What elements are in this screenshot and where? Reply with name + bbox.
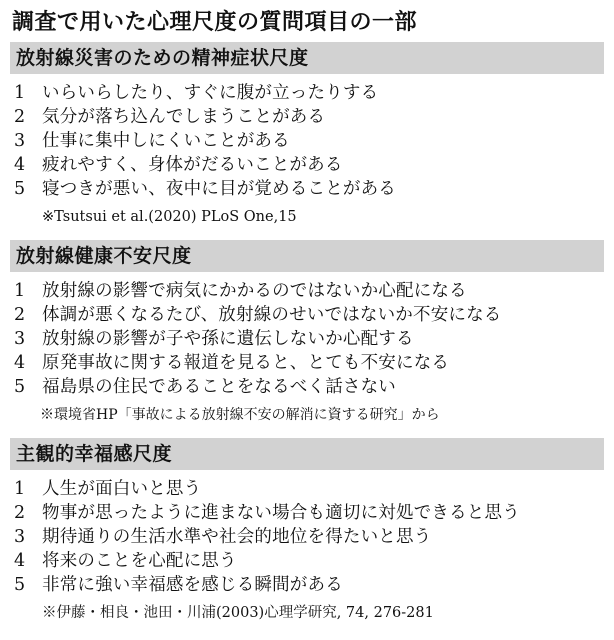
section-spacer [10, 426, 604, 438]
item-text: 放射線の影響が子や孫に遺伝しないか心配する [42, 329, 414, 349]
item-text: 人生が面白いと思う [42, 479, 202, 499]
item-text: 非常に強い幸福感を感じる瞬間がある [42, 575, 343, 595]
list-item [10, 81, 604, 105]
section-mental-symptoms-scale [10, 42, 604, 228]
list-item [10, 375, 604, 399]
source-note: ※伊藤・相良・池田・川浦(2003)心理学研究, 74, 276-281 [42, 605, 434, 621]
list-item [10, 303, 604, 327]
section-subjective-wellbeing-scale [10, 438, 604, 624]
list-item [10, 351, 604, 375]
section-spacer [10, 228, 604, 240]
item-text: 疲れやすく、身体がだるいことがある [42, 155, 343, 175]
list-item [10, 549, 604, 573]
item-text: 物事が思ったように進まない場合も適切に対処できると思う [42, 503, 520, 523]
item-number: 4 [14, 551, 26, 571]
item-number: 1 [14, 281, 26, 301]
list-item [10, 177, 604, 201]
item-number: 3 [14, 527, 26, 547]
item-number: 2 [14, 503, 26, 523]
list-item [10, 573, 604, 597]
section-health-anxiety-scale [10, 240, 604, 426]
item-list [10, 272, 604, 399]
list-item [10, 525, 604, 549]
item-list [10, 470, 604, 597]
item-number: 3 [14, 329, 26, 349]
page-title: 調査で用いた心理尺度の質問項目の一部 [12, 10, 418, 35]
section-header: 放射線災害のための精神症状尺度 [10, 42, 604, 74]
item-text: 期待通りの生活水準や社会的地位を得たいと思う [42, 527, 432, 547]
list-item [10, 129, 604, 153]
item-text: いらいらしたり、すぐに腹が立ったりする [42, 83, 379, 103]
item-text: 福島県の住民であることをなるべく話さない [42, 377, 396, 397]
item-list [10, 74, 604, 201]
item-text: 体調が悪くなるたび、放射線のせいではないか不安になる [42, 305, 502, 325]
item-number: 1 [14, 479, 26, 499]
item-number: 4 [14, 353, 26, 373]
list-item [10, 279, 604, 303]
item-number: 1 [14, 83, 26, 103]
list-item [10, 477, 604, 501]
list-item [10, 153, 604, 177]
list-item [10, 327, 604, 351]
item-text: 放射線の影響で病気にかかるのではないか心配になる [42, 281, 467, 301]
source-note: ※Tsutsui et al.(2020) PLoS One,15 [42, 209, 297, 225]
item-text: 気分が落ち込んでしまうことがある [42, 107, 326, 127]
list-item [10, 105, 604, 129]
item-text: 原発事故に関する報道を見ると、とても不安になる [42, 353, 450, 373]
item-text: 寝つきが悪い、夜中に目が覚めることがある [42, 179, 396, 199]
item-number: 5 [14, 377, 26, 397]
item-number: 2 [14, 107, 26, 127]
source-note: ※環境省HP「事故による放射線不安の解消に資する研究」から [40, 407, 440, 423]
item-text: 将来のことを心配に思う [42, 551, 237, 571]
list-item [10, 501, 604, 525]
item-number: 3 [14, 131, 26, 151]
item-text: 仕事に集中しにくいことがある [42, 131, 290, 151]
item-number: 5 [14, 575, 26, 595]
item-number: 4 [14, 155, 26, 175]
item-number: 5 [14, 179, 26, 199]
section-header: 主観的幸福感尺度 [10, 438, 604, 470]
section-header: 放射線健康不安尺度 [10, 240, 604, 272]
item-number: 2 [14, 305, 26, 325]
